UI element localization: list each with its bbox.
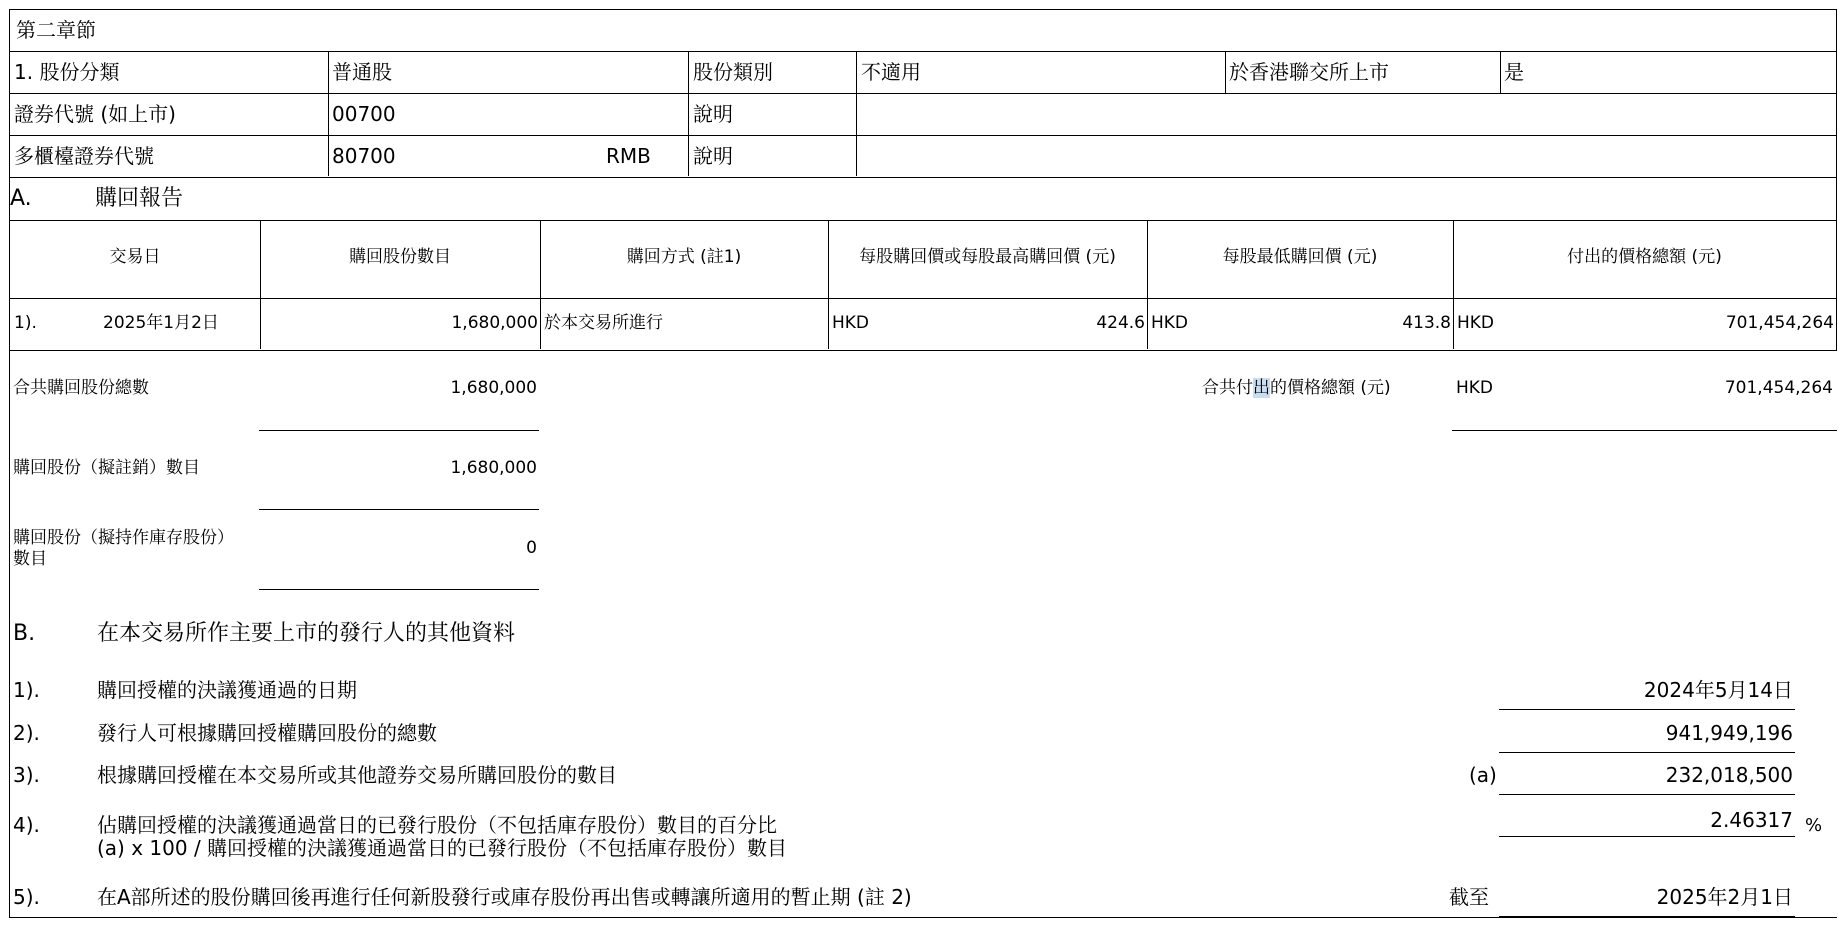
treasury-shares-value: 0 <box>526 538 537 558</box>
item-value: 941,949,196 <box>1665 721 1793 745</box>
total-paid-label: 合共付出的價格總額 (元) <box>1202 378 1391 398</box>
item-index: 4). <box>13 813 40 837</box>
row-total: 701,454,264 <box>1725 313 1834 333</box>
multi-counter-desc-label: 說明 <box>693 144 733 168</box>
text-highlight: 出 <box>1253 378 1270 398</box>
listed-value: 是 <box>1504 60 1524 84</box>
bottom-frame <box>9 917 1837 918</box>
row-low-price: 413.8 <box>1402 313 1451 333</box>
item-label: 佔購回授權的決議獲通過當日的已發行股份（不包括庫存股份）數目的百分比 <box>97 813 777 837</box>
row-total-currency: HKD <box>1457 313 1495 333</box>
cancel-shares-value: 1,680,000 <box>450 458 537 478</box>
item-label: 購回授權的決議獲通過的日期 <box>97 678 357 702</box>
stock-code-value: 00700 <box>332 102 396 126</box>
header-shares-count: 購回股份數目 <box>349 247 451 267</box>
row-low-currency: HKD <box>1151 313 1189 333</box>
row-shares: 1,680,000 <box>451 313 538 333</box>
item-prefix: (a) <box>1469 763 1497 787</box>
section-b-letter: B. <box>13 621 36 646</box>
section-a-letter: A. <box>10 186 32 211</box>
item-value: 2024年5月14日 <box>1643 678 1793 702</box>
stock-code-desc-label: 說明 <box>693 102 733 126</box>
listed-label: 於香港聯交所上市 <box>1229 60 1389 84</box>
multi-counter-label: 多櫃檯證券代號 <box>14 144 154 168</box>
item-label: 在A部所述的股份購回後再進行任何新股發行或庫存股份再出售或轉讓所適用的暫止期 (註 2) <box>97 885 912 909</box>
section-b-title: 在本交易所作主要上市的發行人的其他資料 <box>97 621 516 646</box>
treasury-shares-label: 購回股份（擬持作庫存股份） <box>13 528 234 548</box>
item-index: 2). <box>13 721 40 745</box>
multi-counter-value: 80700 <box>332 144 396 168</box>
section-a-header <box>9 178 1837 221</box>
repurchase-table <box>9 221 1837 351</box>
section-a-title: 購回報告 <box>95 186 184 211</box>
share-info-table <box>9 52 1837 178</box>
percent-sign: % <box>1805 815 1823 836</box>
share-class-label: 1. 股份分類 <box>14 60 120 84</box>
multi-counter-currency: RMB <box>606 144 651 168</box>
share-type-value: 不適用 <box>861 60 921 84</box>
item-index: 3). <box>13 763 40 787</box>
header-total-paid: 付出的價格總額 (元) <box>1567 247 1722 267</box>
total-paid-value: 701,454,264 <box>1724 378 1833 398</box>
item-label-2: (a) x 100 / 購回授權的決議獲通過當日的已發行股份（不包括庫存股份）數目 <box>97 836 788 860</box>
row-high-currency: HKD <box>832 313 870 333</box>
total-shares-value: 1,680,000 <box>450 378 537 398</box>
document-page <box>9 9 1837 919</box>
header-high-price: 每股購回價或每股最高購回價 (元) <box>859 247 1116 267</box>
total-paid-currency: HKD <box>1456 378 1494 398</box>
item-index: 1). <box>13 678 40 702</box>
share-type-label: 股份類別 <box>693 60 773 84</box>
item-index: 5). <box>13 885 40 909</box>
row-method: 於本交易所進行 <box>544 313 663 333</box>
item-label: 根據購回授權在本交易所或其他證券交易所購回股份的數目 <box>97 763 617 787</box>
item-value: 2.46317 <box>1710 808 1793 832</box>
header-trade-date: 交易日 <box>109 247 161 267</box>
chapter-title: 第二章節 <box>16 18 96 42</box>
row-index: 1). <box>14 313 37 333</box>
item-label: 發行人可根據購回授權購回股份的總數 <box>97 721 437 745</box>
cancel-shares-label: 購回股份（擬註銷）數目 <box>13 458 200 478</box>
header-method: 購回方式 (註1) <box>626 247 742 267</box>
item-value: 232,018,500 <box>1665 763 1793 787</box>
left-frame <box>9 351 10 918</box>
treasury-shares-label-2: 數目 <box>13 549 47 569</box>
total-shares-label: 合共購回股份總數 <box>13 378 149 398</box>
item-prefix: 截至 <box>1449 885 1489 909</box>
stock-code-label: 證券代號 (如上市) <box>14 102 176 126</box>
row-date: 2025年1月2日 <box>103 313 219 333</box>
item-value: 2025年2月1日 <box>1656 885 1793 909</box>
row-high-price: 424.6 <box>1096 313 1145 333</box>
share-class-value: 普通股 <box>332 60 392 84</box>
header-low-price: 每股最低購回價 (元) <box>1222 247 1378 267</box>
chapter-header-row <box>9 9 1837 52</box>
